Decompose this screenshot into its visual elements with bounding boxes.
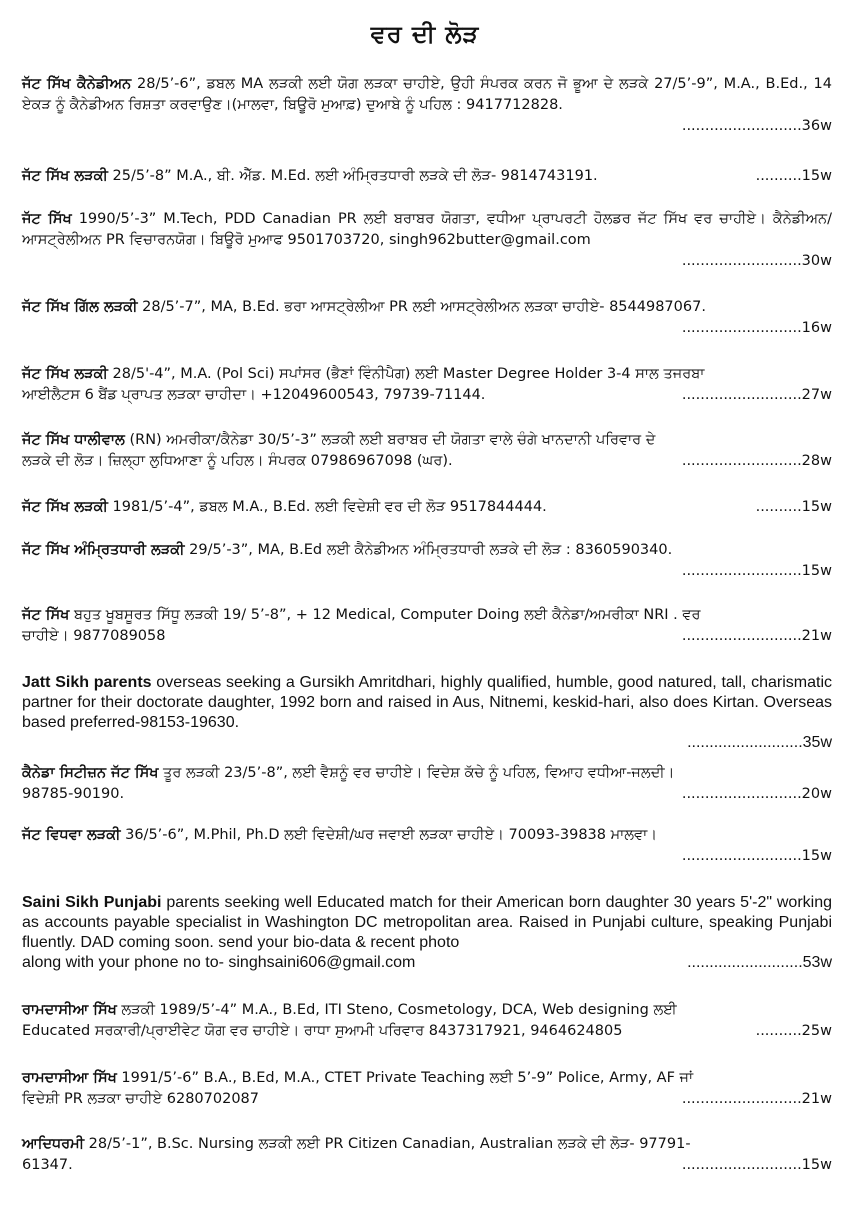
ad-text [22,166,598,187]
ad-footer [22,1155,832,1176]
ad-code: ..........................16w [681,320,832,336]
ad-footer-text: 98785-90190. [22,786,125,802]
ad-body: ਤੂਰ ਲੜਕੀ 23/5’-8”, ਲਈ ਵੈਸ਼ਨੂੰ ਵਰ ਚਾਹੀਏ। ਵਿਦੇਸ਼ ਕੱਚੇ ਨੂੰ ਪਹਿਲ, ਵਿਆਹ ਵਧੀਆ-ਜਲਦੀ। [158,765,675,781]
ad-code: ..........................30w [681,253,832,269]
ad-lead: ਰਾਮਦਾਸੀਆ ਸਿੱਖ [22,1070,117,1086]
ad-body: ਬਹੁਤ ਖੂਬਸੂਰਤ ਸਿੱਧੂ ਲੜਕੀ 19/ 5’-8”, + 12 Medical, Computer Doing ਲਈ ਕੈਨੇਡਾ/ਅਮਰੀਕਾ NRI . ਵਰ [69,607,701,623]
ad-6 [22,430,832,472]
ad-14 [22,1000,832,1042]
ad-text [22,825,832,846]
ad-code: ..........15w [755,168,832,184]
ad-body: overseas seeking a Gursikh Amritdhari, highly qualified, humble, good natured, tall, charismatic partner for their doctorate daughter, 1992 born and raised in Aus, Nitnemi, keskid-hari, also does Kirtan. Overseas based preferred-98153-19630. [22,674,832,731]
ad-body: 36/5’-6”, M.Phil, Ph.D ਲਈ ਵਿਦੇਸ਼ੀ/ਘਰ ਜਵਾਈ ਲੜਕਾ ਚਾਹੀਏ। 70093-39838 ਮਾਲਵਾ। [120,827,658,843]
ad-footer [22,451,832,472]
ad-code: ..........................27w [681,387,832,403]
ad-text [22,763,832,784]
ad-8 [22,540,832,582]
ad-7 [22,497,832,518]
ad-code: ..........................35w [687,734,832,751]
ad-body: parents seeking well Educated match for their American born daughter 30 years 5'-2" working as accounts payable specialist in Washington DC metropolitan area. Raised in Punjabi culture, speaking Punjabi fluently. DAD coming soon. send your bio-data & recent photo [22,894,832,951]
ad-footer [22,1089,832,1110]
ad-footer-text: ਲੜਕੇ ਦੀ ਲੋੜ। ਜ਼ਿਲ੍ਹਾ ਲੁਧਿਆਣਾ ਨੂੰ ਪਹਿਲ। ਸੰਪਰਕ 07986967098 (ਘਰ). [22,453,453,469]
ad-code: ..........25w [755,1023,832,1039]
ad-lead: ਜੱਟ ਵਿਧਵਾ ਲੜਕੀ [22,827,121,843]
ad-text [22,497,547,518]
ad-9 [22,605,832,647]
ad-text [22,893,832,953]
ad-lead: ਜੱਟ ਸਿੱਖ ਲੜਕੀ [22,366,108,382]
ad-footer [22,1021,832,1042]
ad-body: 25/5’-8” M.A., ਬੀ. ਐੱਡ. M.Ed. ਲਈ ਅੰਮ੍ਰਿਤਧਾਰੀ ਲੜਕੇ ਦੀ ਲੋੜ- 9814743191. [107,168,598,184]
ad-lead: ਰਾਮਦਾਸੀਆ ਸਿੱਖ [22,1002,117,1018]
ad-lead: ਜੱਟ ਸਿੱਖ ਧਾਲੀਵਾਲ [22,432,125,448]
ad-text [22,430,832,451]
ad-code: ..........................28w [681,453,832,469]
ad-11 [22,763,832,805]
ad-code: ..........................53w [687,954,832,971]
ad-code: ..........................15w [681,848,832,864]
ad-13 [22,893,832,973]
ad-body: 28/5’-1”, B.Sc. Nursing ਲੜਕੀ ਲਈ PR Citizen Canadian, Australian ਲੜਕੇ ਦੀ ਲੋੜ- 97791- [84,1136,691,1152]
ad-16 [22,1134,832,1176]
ad-2 [22,166,832,187]
ad-text [22,1134,832,1155]
ad-10 [22,673,832,753]
ad-text [22,74,832,116]
ad-footer [22,733,832,753]
ad-footer [22,385,832,406]
ad-footer-text: ਵਿਦੇਸ਼ੀ PR ਲੜਕਾ ਚਾਹੀਏ 6280702087 [22,1091,260,1107]
ad-5 [22,364,832,406]
ad-15 [22,1068,832,1110]
ad-lead: Jatt Sikh parents [22,674,152,691]
ad-footer [22,116,832,137]
ad-footer-text: ਚਾਹੀਏ। 9877089058 [22,628,166,644]
ad-12 [22,825,832,867]
ad-lead: ਜੱਟ ਸਿੱਖ [22,211,72,227]
ad-lead: ਜੱਟ ਸਿੱਖ [22,607,70,623]
ad-lead: ਜੱਟ ਸਿੱਖ ਲੜਕੀ [22,499,108,515]
ad-lead: ਆਦਿਧਰਮੀ [22,1136,85,1152]
ad-lead: ਜੱਟ ਸਿੱਖ ਗਿੱਲ ਲੜਕੀ [22,299,138,315]
ad-text [22,209,832,251]
ad-text [22,540,832,561]
ad-footer-text: ਆਈਲੈਟਸ 6 ਬੈਂਡ ਪ੍ਰਾਪਤ ਲੜਕਾ ਚਾਹੀਦਾ। +12049600543, 79739-71144. [22,387,486,403]
ad-text [22,364,832,385]
ad-footer [22,318,832,339]
ad-footer-text: Educated ਸਰਕਾਰੀ/ਪ੍ਰਾਈਵੇਟ ਯੋਗ ਵਰ ਚਾਹੀਏ। ਰਾਧਾ ਸੁਆਮੀ ਪਰਿਵਾਰ 8437317921, 9464624805 [22,1023,623,1039]
ad-text [22,1068,832,1089]
ad-footer [22,846,832,867]
ad-code: ..........................15w [681,563,832,579]
ad-code: ..........................21w [681,628,832,644]
ad-footer [22,251,832,272]
ad-footer [22,561,832,582]
ad-body: 29/5’-3”, MA, B.Ed ਲਈ ਕੈਨੇਡੀਅਨ ਅੰਮ੍ਰਿਤਧਾਰੀ ਲੜਕੇ ਦੀ ਲੋੜ : 8360590340. [184,542,673,558]
ad-lead: Saini Sikh Punjabi [22,894,162,911]
ad-code: ..........15w [755,499,832,515]
ad-code: ..........................36w [681,118,832,134]
page-title: ਵਰ ਦੀ ਲੋੜ [370,20,480,48]
ad-text [22,605,832,626]
ad-footer [22,497,832,518]
ad-body: 1981/5’-4”, ਡਬਲ M.A., B.Ed. ਲਈ ਵਿਦੇਸ਼ੀ ਵਰ ਦੀ ਲੋੜ 9517844444. [107,499,547,515]
ad-text [22,297,832,318]
ad-lead: ਜੱਟ ਸਿੱਖ ਕੈਨੇਡੀਅਨ [22,76,132,92]
ad-3 [22,209,832,272]
ad-body: 1990/5’-3” M.Tech, PDD Canadian PR ਲਈ ਬਰਾਬਰ ਯੋਗਤਾ, ਵਧੀਆ ਪ੍ਰਾਪਰਟੀ ਹੋਲਡਰ ਜੱਟ ਸਿੱਖ ਵਰ ਚਾਹੀਏ। ਕੈਨੇਡੀਅਨ/ਆਸਟ੍ਰੇਲੀਅਨ PR ਵਿਚਾਰਨਯੋਗ। ਬਿਊਰੋ ਮੁਆਫ 9501703720, singh962butter@gmail.com [22,211,832,248]
ad-body: ਲੜਕੀ 1989/5’-4” M.A., B.Ed, ITI Steno, Cosmetology, DCA, Web designing ਲਈ [116,1002,677,1018]
ad-code: ..........................20w [681,786,832,802]
ad-text [22,673,832,733]
ad-body: (RN) ਅਮਰੀਕਾ/ਕੈਨੇਡਾ 30/5’-3” ਲੜਕੀ ਲਈ ਬਰਾਬਰ ਦੀ ਯੋਗਤਾ ਵਾਲੇ ਚੰਗੇ ਖਾਨਦਾਨੀ ਪਰਿਵਾਰ ਦੇ [124,432,656,448]
ad-body: 28/5’-6”, ਡਬਲ MA ਲੜਕੀ ਲਈ ਯੋਗ ਲੜਕਾ ਚਾਹੀਏ, ਉਹੀ ਸੰਪਰਕ ਕਰਨ ਜੋ ਭੂਆ ਦੇ ਲੜਕੇ 27/5’-9”, M.A., B.Ed., 14 ਏਕੜ ਨੂੰ ਕੈਨੇਡੀਅਨ ਰਿਸ਼ਤਾ ਕਰਵਾਉਣ।(ਮਾਲਵਾ, ਬਿਊਰੋ ਮੁਆਫ਼) ਦੁਆਬੇ ਨੂੰ ਪਹਿਲ : 9417712828. [22,76,832,113]
ad-4 [22,297,832,339]
ad-text [22,1000,832,1021]
ad-footer-text: along with your phone no to- singhsaini606@gmail.com [22,954,416,971]
ad-footer-text: 61347. [22,1157,73,1173]
ad-footer [22,626,832,647]
ad-1 [22,74,832,137]
ad-lead: ਕੈਨੇਡਾ ਸਿਟੀਜ਼ਨ ਜੱਟ ਸਿੱਖ [22,765,159,781]
ad-footer [22,166,832,187]
ad-footer [22,953,832,973]
ad-body: 28/5'-4”, M.A. (Pol Sci) ਸਪਾਂਸਰ (ਭੈਣਾਂ ਵਿੰਨੀਪੈਗ) ਲਈ Master Degree Holder 3-4 ਸਾਲ ਤਜਰਬਾ [107,366,705,382]
ad-code: ..........................21w [681,1091,832,1107]
ad-lead: ਜੱਟ ਸਿੱਖ ਲੜਕੀ [22,168,108,184]
ad-body: 28/5’-7”, MA, B.Ed. ਭਰਾ ਆਸਟ੍ਰੇਲੀਆ PR ਲਈ ਆਸਟ੍ਰੇਲੀਅਨ ਲੜਕਾ ਚਾਹੀਏ- 8544987067. [137,299,706,315]
ad-footer [22,784,832,805]
ad-code: ..........................15w [681,1157,832,1173]
ad-lead: ਜੱਟ ਸਿੱਖ ਅੰਮ੍ਰਿਤਧਾਰੀ ਲੜਕੀ [22,542,185,558]
ad-body: 1991/5’-6” B.A., B.Ed, M.A., CTET Private Teaching ਲਈ 5’-9” Police, Army, AF ਜਾਂ [116,1070,694,1086]
